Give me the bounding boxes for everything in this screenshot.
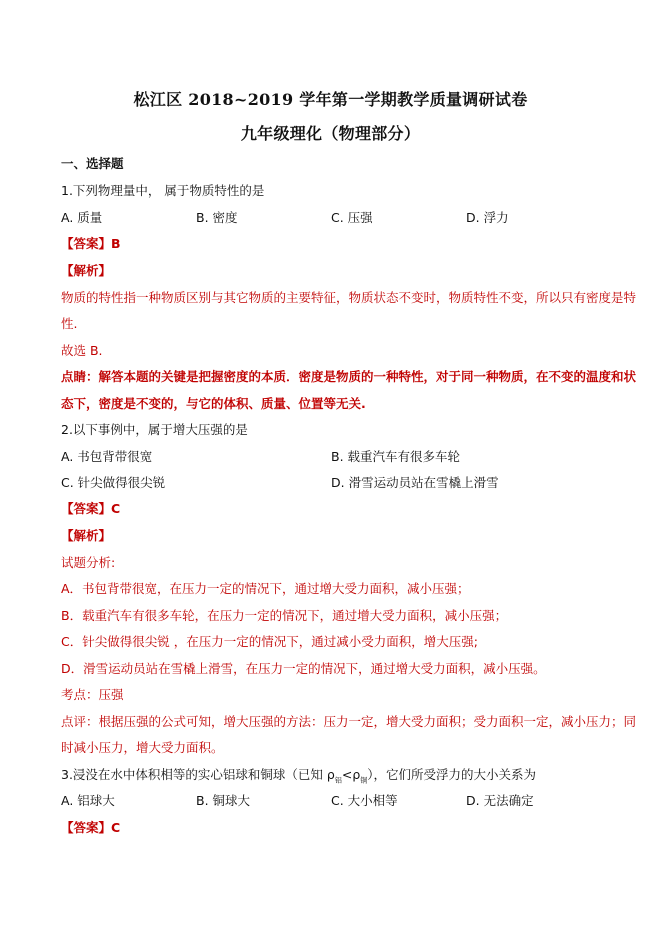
- q3-option-b: B. 铜球大: [196, 793, 251, 808]
- q1-analysis-line-1: 物质的特性指一种物质区别与其它物质的主要特征，物质状态不变时，物质特性不变，所以只有密度是特: [61, 290, 637, 305]
- q3-stem-part-1: 3.浸没在水中体积相等的实心铝球和铜球（已知 ρ: [61, 767, 335, 782]
- q1-option-c: C. 压强: [331, 210, 373, 225]
- q3-stem-part-2: ），它们所受浮力的大小关系为: [367, 767, 537, 782]
- q2-option-c: C. 针尖做得很尖锐: [61, 475, 166, 490]
- q1-option-a: A. 质量: [61, 210, 103, 225]
- section-heading: 一、选择题: [61, 156, 124, 171]
- q3-option-d: D. 无法确定: [466, 793, 534, 808]
- q2-answer: 【答案】C: [61, 501, 121, 516]
- q2-analysis-d: D．滑雪运动员站在雪橇上滑雪，在压力一定的情况下，通过增大受力面积，减小压强。: [61, 661, 546, 676]
- q1-answer: 【答案】B: [61, 236, 121, 251]
- q3-sub-aluminum: 铝: [334, 776, 342, 785]
- q2-analysis-a: A．书包背带很宽，在压力一定的情况下，通过增大受力面积，减小压强；: [61, 581, 470, 596]
- q3-option-c: C. 大小相等: [331, 793, 398, 808]
- q2-option-d: D. 滑雪运动员站在雪橇上滑雪: [331, 475, 499, 490]
- q1-tip-line-2: 态下，密度是不变的，与它的体积、质量、位置等无关.: [61, 396, 366, 411]
- q2-comment-line-1: 点评：根据压强的公式可知，增大压强的方法：压力一定，增大受力面积；受力面积一定，减小压力；同: [61, 714, 637, 729]
- q1-stem: 1.下列物理量中， 属于物质特性的是: [61, 183, 265, 198]
- q1-analysis-label: 【解析】: [61, 263, 112, 278]
- page-subtitle: 九年级理化（物理部分）: [240, 124, 421, 143]
- q1-analysis-line-2: 性.: [61, 316, 78, 331]
- q3-stem: [61, 767, 536, 789]
- q2-analysis-intro: 试题分析:: [61, 555, 116, 570]
- q1-conclusion: 故选 B.: [61, 343, 103, 358]
- q2-kaodian: 考点：压强: [61, 687, 124, 702]
- q2-comment-line-2: 时减小压力，增大受力面积。: [61, 740, 224, 755]
- q2-analysis-label: 【解析】: [61, 528, 112, 543]
- q1-option-d: D. 浮力: [466, 210, 509, 225]
- q3-stem-less-than: <ρ: [341, 767, 361, 782]
- q3-answer: 【答案】C: [61, 820, 121, 835]
- q2-analysis-c: C．针尖做得很尖锐 ，在压力一定的情况下，通过减小受力面积，增大压强;: [61, 634, 478, 649]
- q2-option-b: B. 载重汽车有很多车轮: [331, 449, 461, 464]
- q1-tip-line-1: 点睛：解答本题的关键是把握密度的本质．密度是物质的一种特性，对于同一种物质，在不变的温度和状: [61, 369, 637, 384]
- q2-analysis-b: B．载重汽车有很多车轮，在压力一定的情况下，通过增大受力面积，减小压强；: [61, 608, 508, 623]
- q3-sub-copper: 铜: [360, 776, 368, 785]
- page-title: 松江区 2018~2019 学年第一学期教学质量调研试卷: [133, 90, 528, 109]
- q2-stem: 2.以下事例中，属于增大压强的是: [61, 422, 248, 437]
- q1-option-b: B. 密度: [196, 210, 238, 225]
- q2-option-a: A. 书包背带很宽: [61, 449, 153, 464]
- q3-option-a: A. 铝球大: [61, 793, 115, 808]
